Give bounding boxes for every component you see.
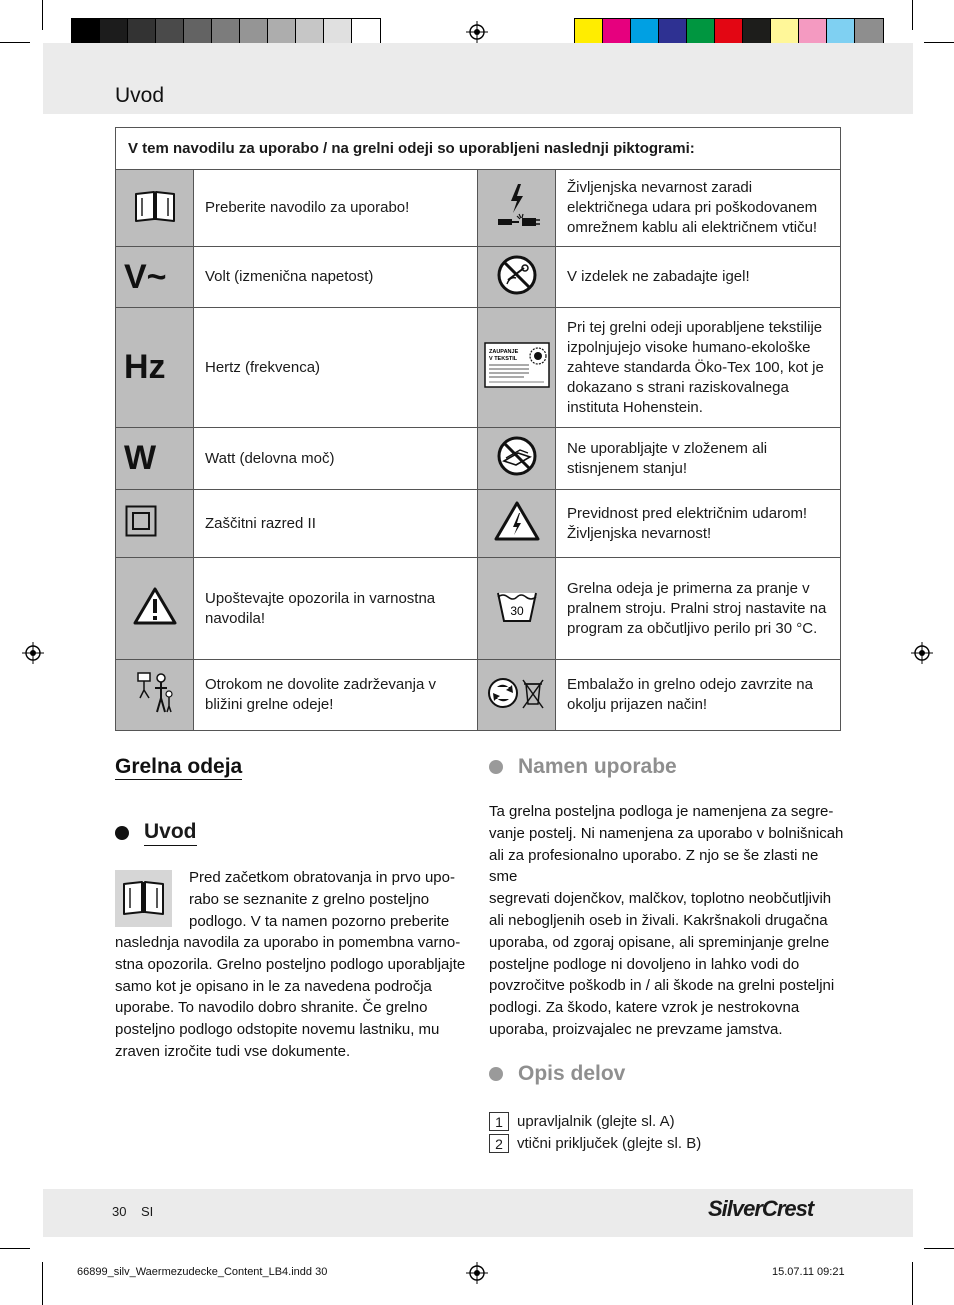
purpose-title: Namen uporabe [489, 755, 677, 779]
color-swatch [240, 19, 268, 46]
color-swatch [743, 19, 771, 46]
bullet-icon [489, 760, 503, 774]
color-swatch [659, 19, 687, 46]
registration-mark-icon [911, 642, 933, 664]
book-icon [115, 870, 172, 927]
color-swatch [687, 19, 715, 46]
crop-mark [42, 1262, 43, 1305]
registration-mark-icon [466, 1262, 488, 1284]
no-folded-use-icon [478, 428, 556, 490]
book-icon [116, 170, 194, 247]
purpose-paragraph: Ta grelna posteljna podloga je namenjena za segre- vanje postelj. Ni namenjena za uporabo v bolnišnicah ali za profesionalno uporabo. Z njo se še zlasti ne sme segrevati dojenčkov, malčkov, toplotno neobčutljivih ali nebogljenih oseb in živali. Kakršnakoli drugačna uporaba, od zgoraj opisane, ali spreminjanje grelne posteljne podloge ni dovoljeno in lahko vodi do povzročitve poškodb in / ali škode na grelni posteljni podlogi. Za škodo, katere vzrok je nestrokovna uporaba, proizvajalec ne prevzame jamstva. [489, 803, 844, 1038]
table-row [116, 308, 841, 428]
keep-children-away-icon [116, 660, 194, 731]
color-swatch [799, 19, 827, 46]
table-cell: Preberite navodilo za uporabo! [194, 170, 478, 247]
table-cell: Ne uporabljajte v zloženem ali stisnjenem stanju! [556, 428, 841, 490]
table-row [116, 428, 841, 490]
table-cell: Grelna odeja je primerna za pranje v pralnem stroju. Pralni stroj nastavite na program za občutljivo perilo pri 30 °C. [556, 558, 841, 660]
table-cell: Embalažo in grelno odejo zavrzite na okolju prijazen način! [556, 660, 841, 731]
pictogram-table [115, 127, 841, 731]
wash-30-icon [478, 558, 556, 660]
color-swatch [855, 19, 883, 46]
language-code: SI [141, 1204, 154, 1219]
color-swatch [72, 19, 100, 46]
header-band [43, 43, 913, 114]
section-title: Grelna odeja [115, 755, 243, 778]
table-cell: Pri tej grelni odeji uporabljene tekstilije izpolnjujejo visoke humano-ekološke zahteve standarda Öko-Tex 100, kot je dokazano s strani raziskovalnega instituta Hohenstein. [556, 308, 841, 428]
table-cell: Življenjska nevarnost zaradi električnega udara pri poškodovanem omrežnem kablu ali električnem vtiču! [556, 170, 841, 247]
color-swatch [631, 19, 659, 46]
watt-icon: W [116, 428, 194, 490]
electric-shock-warning-icon [478, 490, 556, 558]
table-cell: Otrokom ne dovolite zadrževanja v bližini grelne odeje! [194, 660, 478, 731]
bullet-icon [115, 826, 129, 840]
subsection-title: Uvod [115, 820, 197, 846]
crop-mark [912, 1262, 913, 1305]
parts-list [489, 1110, 701, 1154]
crop-mark [912, 0, 913, 30]
crop-mark [0, 1248, 30, 1249]
color-swatch [184, 19, 212, 46]
svg-text:30: 30 [509, 604, 524, 618]
table-cell: Previdnost pred električnim udarom! Življenjska nevarnost! [556, 490, 841, 558]
table-cell: Watt (delovna moč) [194, 428, 478, 490]
brand-logo: SilverCrest [708, 1196, 814, 1221]
crop-mark [42, 0, 43, 30]
no-pins-icon [478, 247, 556, 308]
body-paragraph: naslednja navodila za uporabo in pomembna varno- stna opozorila. Grelno posteljno podlogo uporabljajte samo kot je opisano in le za navedena področja uporabe. To navodilo dobro shranite. Če grelno posteljno podlogo odstopite novemu lastniku, mu zraven izročite tudi vse dokumente. [115, 934, 466, 1060]
table-row [116, 558, 841, 660]
parts-title: Opis delov [489, 1062, 625, 1086]
color-swatch [603, 19, 631, 46]
color-swatch [100, 19, 128, 46]
intro-paragraph: Pred začetkom obratovanja in prvo upo- rabo se seznanite z grelno posteljno podlogo. V ta namen pozorno preberite [189, 869, 455, 930]
color-swatch [827, 19, 855, 46]
color-swatch [575, 19, 603, 46]
list-item: 1 upravljalnik (glejte sl. A) [489, 1110, 701, 1132]
hertz-icon: Hz [116, 308, 194, 428]
page-number: 30 [112, 1204, 127, 1219]
table-cell: Zaščitni razred II [194, 490, 478, 558]
list-item: 2 vtični priključek (glejte sl. B) [489, 1132, 701, 1154]
damaged-cable-hazard-icon [478, 170, 556, 247]
warning-icon [116, 558, 194, 660]
table-cell: V izdelek ne zabadajte igel! [556, 247, 841, 308]
color-swatch [128, 19, 156, 46]
recycling-icon [478, 660, 556, 731]
table-heading: V tem navodilu za uporabo / na grelni odeji so uporabljeni naslednji piktogrami: [116, 128, 841, 170]
color-swatch [212, 19, 240, 46]
bullet-icon [489, 1067, 503, 1081]
crop-mark [924, 1248, 954, 1249]
slug-date: 15.07.11 09:21 [772, 1266, 845, 1278]
table-cell: Volt (izmenična napetost) [194, 247, 478, 308]
table-row [116, 247, 841, 308]
slug-file: 66899_silv_Waermezudecke_Content_LB4.indd 30 [77, 1266, 328, 1278]
crop-mark [0, 42, 30, 43]
table-row [116, 490, 841, 558]
color-swatch [715, 19, 743, 46]
color-swatch [771, 19, 799, 46]
registration-mark-icon [466, 21, 488, 43]
color-swatch [268, 19, 296, 46]
oeko-tex-label-icon [478, 308, 556, 428]
registration-mark-icon [22, 642, 44, 664]
table-row [116, 660, 841, 731]
crop-mark [924, 42, 954, 43]
table-row [116, 170, 841, 247]
color-swatch [156, 19, 184, 46]
protection-class-2-icon [116, 490, 194, 558]
color-swatch [352, 19, 380, 46]
color-swatch [324, 19, 352, 46]
table-cell: Upoštevajte opozorila in varnostna navodila! [194, 558, 478, 660]
color-swatch [296, 19, 324, 46]
svg-text:V TEKSTIL: V TEKSTIL [488, 356, 517, 362]
page-title: Uvod [115, 84, 165, 107]
svg-text:ZAUPANJE: ZAUPANJE [488, 349, 518, 355]
volt-ac-icon: V~ [116, 247, 194, 308]
table-cell: Hertz (frekvenca) [194, 308, 478, 428]
